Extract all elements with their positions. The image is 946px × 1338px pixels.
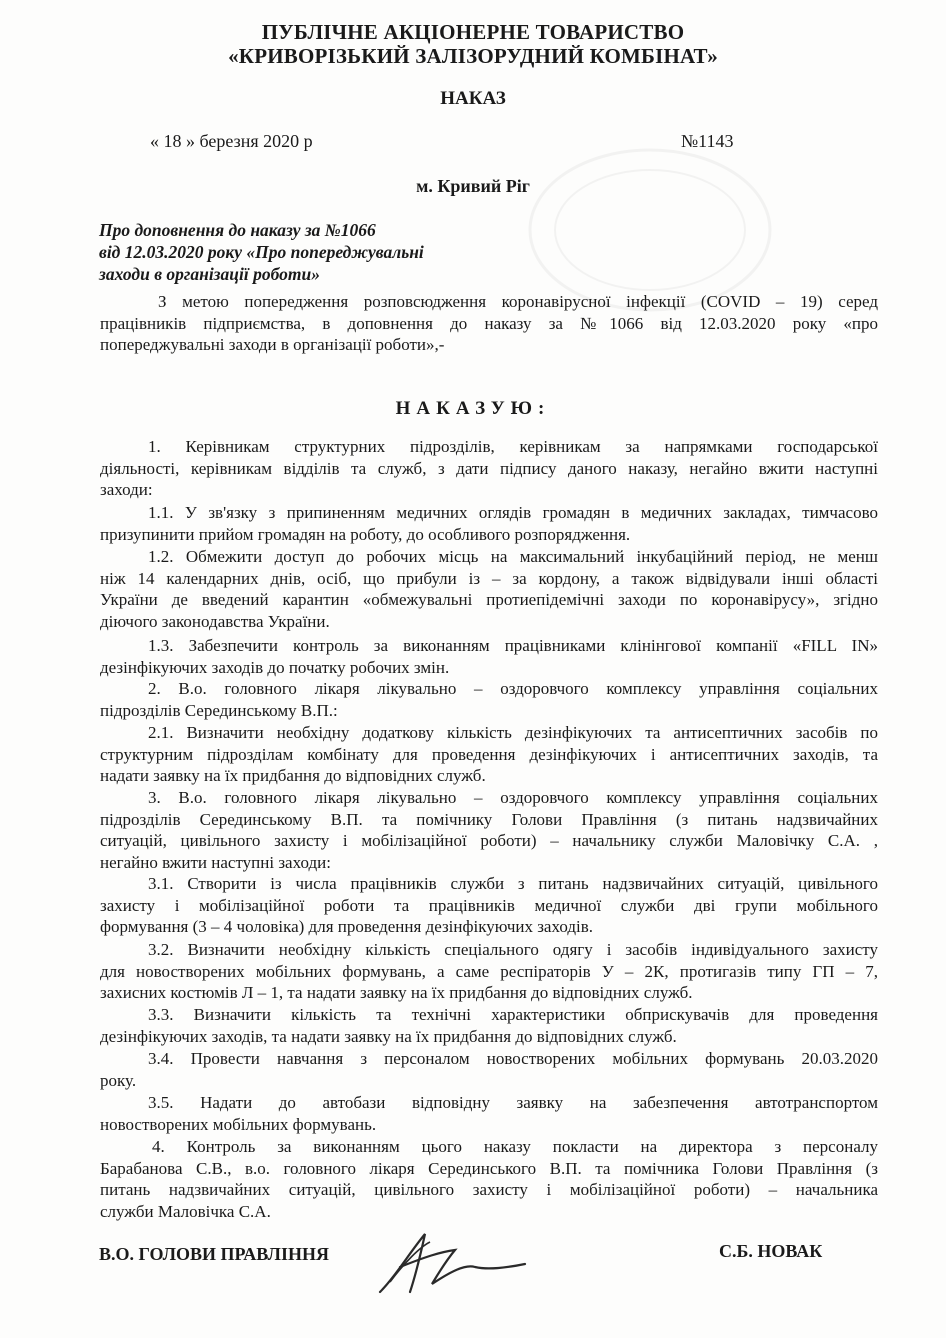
order-item [100, 546, 878, 632]
order-item-line: дезінфікуючих заходів до початку робочих змін. [100, 657, 450, 677]
document-title: НАКАЗ [440, 88, 506, 109]
order-item-line: новостворених мобільних формувань. [100, 1114, 377, 1134]
signatory-name: С.Б. НОВАК [719, 1241, 823, 1261]
order-item-line: для новостворених мобільних формувань, а саме респіраторів У – 2К, протигазів типу ГП – 7, [100, 961, 878, 981]
order-item-line: призупинити прийом громадян на роботу, до особливого розпорядження. [100, 524, 631, 544]
order-item-line: 1.3. Забезпечити контроль за виконанням працівниками клінінгової компанії «FILL IN» [148, 636, 878, 655]
handwritten-signature [370, 1222, 530, 1302]
signatory-position: В.О. ГОЛОВИ ПРАВЛІННЯ [99, 1244, 329, 1264]
subject-line: від 12.03.2020 року «Про попереджувальні [99, 242, 424, 262]
order-item-line: 4. Контроль за виконанням цього наказу покласти на директора з персоналу [152, 1137, 878, 1156]
order-item [100, 436, 878, 501]
preamble [100, 291, 878, 356]
order-item-line: 3.1. Створити із числа працівників служби з питань надзвичайних ситуацій, цивільного [148, 874, 878, 893]
order-item-line: 2. В.о. головного лікаря лікувально – оздоровчого комплексу управління соціальних [148, 679, 878, 698]
subject-line: Про доповнення до наказу за №1066 [99, 220, 376, 240]
order-item-line: року. [100, 1070, 137, 1090]
order-item-line: підрозділів Серединському В.П. та помічнику Голови Правління (з питань надзвичайних [100, 809, 878, 829]
order-item-line: ніж 14 календарних днів, осіб, що прибули із – за кордону, а також відвідували інші області [100, 568, 878, 588]
order-item [100, 722, 878, 787]
order-item [100, 1136, 878, 1222]
document-subject [99, 219, 519, 285]
order-item-line: України де введений карантин «обмежувальні протиепідемічні заходи по коронавірусу», згідно [100, 590, 878, 609]
order-item-line: 3.3. Визначити кількість та технічні характеристики обприскувачів для проведення [148, 1005, 878, 1024]
order-item-line: формування (3 – 4 чоловіка) для проведення дезінфікуючих заходів. [100, 917, 593, 936]
order-item-line: ситуацій, цивільного захисту і мобілізаційної роботи) – начальнику служби Маловічку С.А. , [100, 831, 878, 850]
order-item [100, 678, 878, 721]
order-item-line: підрозділів Серединському В.П.: [100, 700, 338, 720]
preamble-line: працівників підприємства, в доповнення до наказу за №1066 від 12.03.2020 року «про [100, 313, 878, 333]
preamble-line: попереджувальні заходи в організації роботи»,- [100, 335, 445, 354]
order-item-line: структурним підрозділам комбінату для проведення дезінфікуючих і антисептичних заходів, та [100, 744, 878, 764]
order-item [100, 1004, 878, 1047]
order-item-line: дезінфікуючих заходів, та надати заявку на їх придбання до відповідних служб. [100, 1026, 677, 1046]
company-name-line1: ПУБЛІЧНЕ АКЦІОНЕРНЕ ТОВАРИСТВО [261, 20, 685, 44]
order-item-line: діючого законодавства України. [100, 611, 330, 631]
document-date: « 18 » березня 2020 р [150, 131, 313, 151]
document-city: м. Кривий Ріг [416, 176, 530, 196]
order-item-line: 3. В.о. головного лікаря лікувально – оздоровчого комплексу управління соціальних [148, 788, 878, 807]
order-item-line: негайно вжити наступні заходи: [100, 852, 331, 872]
order-item-line: захисних костюмів Л – 1, та надати заявку на їх придбання до відповідних служб. [100, 983, 693, 1002]
order-item-line: діяльності, керівникам відділів та служб, з дати підпису даного наказу, негайно вжити наступні [100, 458, 878, 478]
order-item [100, 939, 878, 1004]
order-item [100, 1092, 878, 1135]
order-item [100, 873, 878, 938]
order-item-line: 3.2. Визначити необхідну кількість спеціального одягу і засобів індивідуального захисту [148, 940, 878, 959]
order-item-line: питань надзвичайних ситуацій, цивільного захисту і мобілізаційної роботи) – начальника [100, 1180, 878, 1199]
order-item-line: Барабанова С.В., в.о. головного лікаря Серединського В.П. та помічника Голови Правління (з [100, 1158, 878, 1178]
order-word: НАКАЗУЮ: [395, 398, 551, 419]
order-item-line: надати заявку на їх придбання до відповідних служб. [100, 766, 486, 785]
order-item-line: 3.5. Надати до автобази відповідну заявку на забезпечення автотранспортом [148, 1093, 878, 1112]
order-item [100, 1048, 878, 1091]
company-name-line2: «КРИВОРІЗЬКИЙ ЗАЛІЗОРУДНИЙ КОМБІНАТ» [228, 44, 718, 68]
order-item-line: служби Маловічка С.А. [100, 1201, 271, 1221]
order-item-line: заходи: [100, 480, 153, 499]
order-item [100, 787, 878, 873]
preamble-line: З метою попередження розповсюдження коронавірусної інфекції (COVID – 19) серед [158, 292, 878, 311]
order-item [100, 635, 878, 678]
order-item-line: 1.1. У зв'язку з припиненням медичних оглядів громадян в медичних закладах, тимчасово [148, 503, 878, 522]
order-item [100, 502, 878, 545]
subject-line: заходи в організації роботи» [99, 264, 320, 284]
order-item-line: 1.2. Обмежити доступ до робочих місць на максимальний інкубаційний період, не менш [148, 547, 878, 566]
order-item-line: 3.4. Провести навчання з персоналом новостворених мобільних формувань 20.03.2020 [148, 1049, 878, 1068]
document-number: №1143 [681, 131, 734, 151]
order-item-line: захисту і мобілізаційної роботи та працівників медичної служби дві групи мобільного [100, 895, 878, 915]
order-item-line: 2.1. Визначити необхідну додаткову кількість дезінфікуючих та антисептичних засобів по [148, 723, 878, 742]
order-item-line: 1. Керівникам структурних підрозділів, керівникам за напрямками господарської [148, 437, 878, 456]
